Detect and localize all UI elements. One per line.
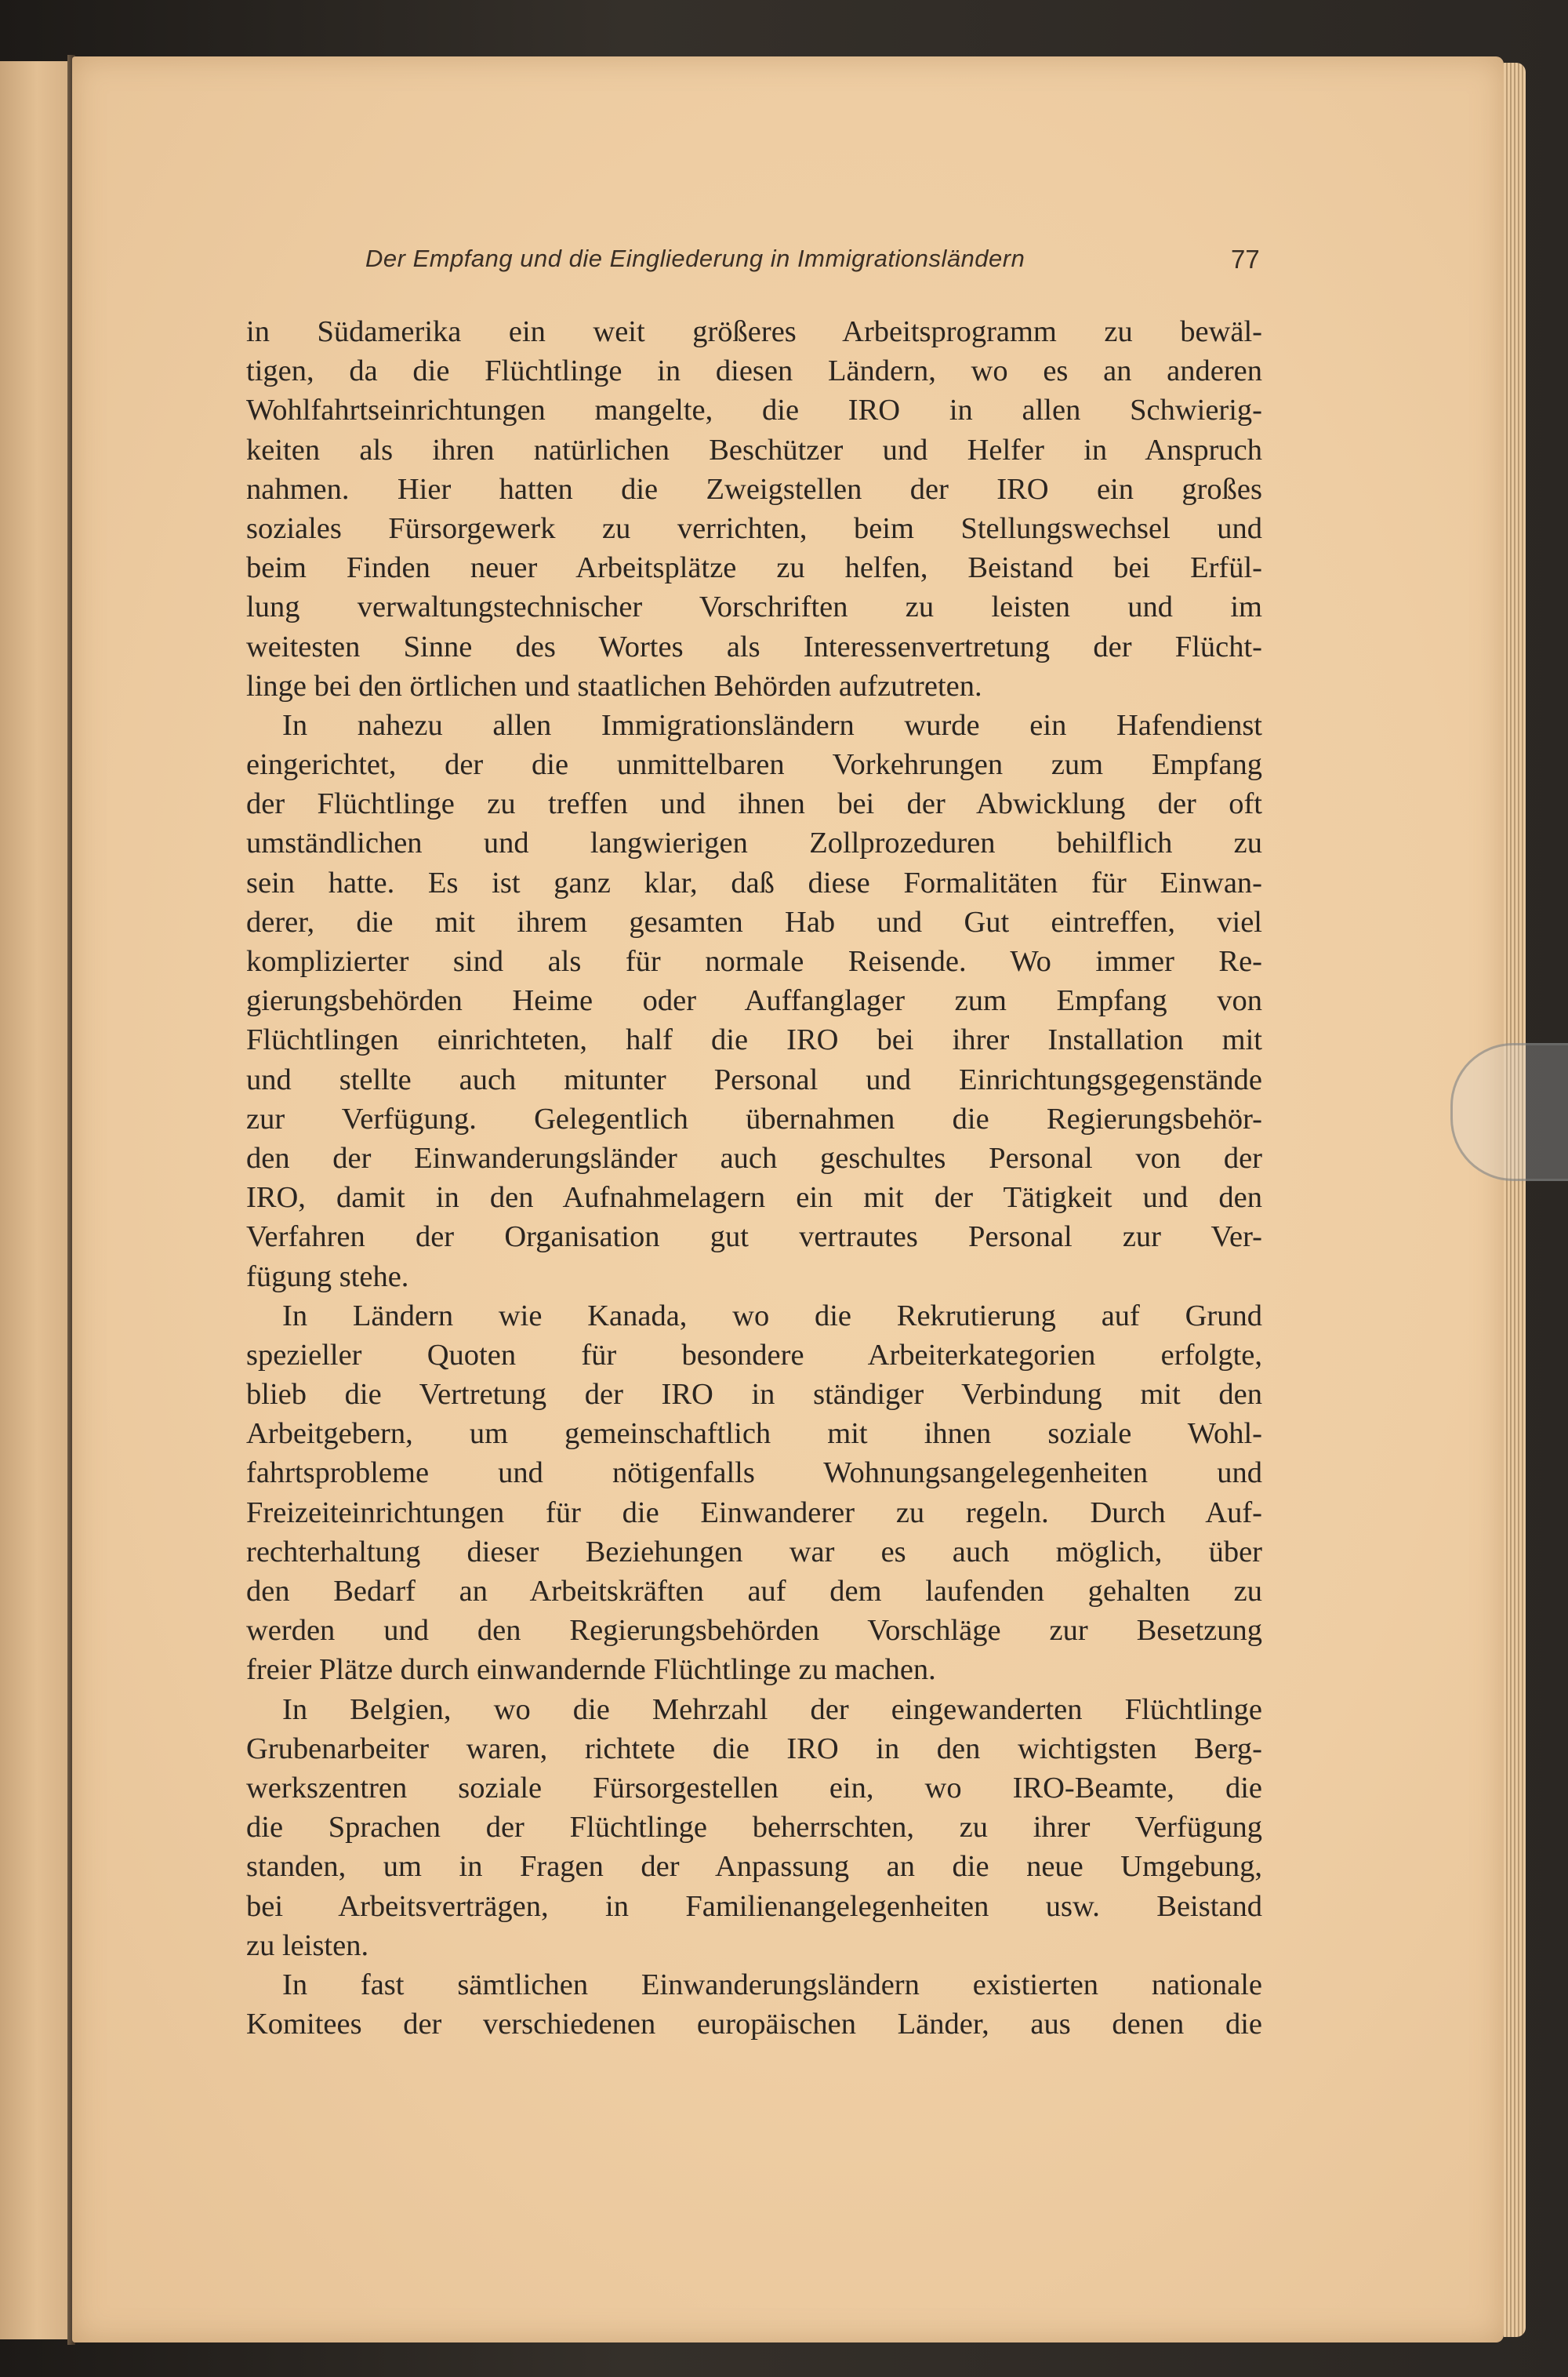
text-line: Arbeitgebern, um gemeinschaftlich mit ihnen soziale Wohl-: [246, 1417, 1262, 1451]
running-header: [249, 245, 1269, 279]
text-line: lung verwaltungstechnischer Vorschriften zu leisten und im: [246, 591, 1262, 624]
text-line: umständlichen und langwierigen Zollprozeduren behilflich zu: [246, 827, 1262, 860]
text-line: den Bedarf an Arbeitskräften auf dem laufenden gehalten zu: [246, 1575, 1262, 1608]
text-line: In nahezu allen Immigrationsländern wurde ein Hafendienst: [282, 708, 1262, 742]
page-number: 77: [1231, 245, 1260, 274]
header-title: Der Empfang und die Eingliederung in Immigrationsländern: [365, 245, 1025, 272]
text-line: komplizierter sind als für normale Reisende. Wo immer Re-: [246, 945, 1262, 978]
text-line: zur Verfügung. Gelegentlich übernahmen die Regierungsbehör-: [246, 1102, 1262, 1136]
text-line: keiten als ihren natürlichen Beschützer und Helfer in Anspruch: [246, 433, 1262, 467]
text-line: In fast sämtlichen Einwanderungsländern existierten nationale: [282, 1968, 1262, 2001]
text-line: linge bei den örtlichen und staatlichen Behörden aufzutreten.: [246, 669, 982, 703]
text-line: nahmen. Hier hatten die Zweigstellen der IRO ein großes: [246, 472, 1262, 506]
text-line: soziales Fürsorgewerk zu verrichten, beim Stellungswechsel und: [246, 511, 1262, 545]
text-line: Freizeiteinrichtungen für die Einwanderer zu regeln. Durch Auf-: [246, 1496, 1262, 1529]
previous-page-edge: [0, 61, 70, 2339]
text-line: standen, um in Fragen der Anpassung an die neue Umgebung,: [246, 1850, 1262, 1884]
text-line: sein hatte. Es ist ganz klar, daß diese Formalitäten für Einwan-: [246, 866, 1262, 900]
text-line: in Südamerika ein weit größeres Arbeitsprogramm zu bewäl-: [246, 315, 1262, 348]
text-line: freier Plätze durch einwandernde Flüchtlinge zu machen.: [246, 1653, 936, 1687]
text-line: Flüchtlingen einrichteten, half die IRO bei ihrer Installation mit: [246, 1023, 1262, 1057]
text-line: derer, die mit ihrem gesamten Hab und Gut eintreffen, viel: [246, 905, 1262, 939]
text-line: bei Arbeitsverträgen, in Familienangelegenheiten usw. Beistand: [246, 1889, 1262, 1923]
text-line: fahrtsprobleme und nötigenfalls Wohnungsangelegenheiten und: [246, 1456, 1262, 1490]
text-line: Komitees der verschiedenen europäischen Länder, aus denen die: [246, 2008, 1262, 2041]
text-line: die Sprachen der Flüchtlinge beherrschten, zu ihrer Verfügung: [246, 1811, 1262, 1845]
text-line: Grubenarbeiter waren, richtete die IRO in den wichtigsten Berg-: [246, 1732, 1262, 1765]
text-line: tigen, da die Flüchtlinge in diesen Ländern, wo es an anderen: [246, 354, 1262, 388]
text-line: Wohlfahrtseinrichtungen mangelte, die IRO in allen Schwierig-: [246, 394, 1262, 427]
text-line: zu leisten.: [246, 1928, 369, 1962]
text-line: werden und den Regierungsbehörden Vorschläge zur Besetzung: [246, 1614, 1262, 1648]
text-line: und stellte auch mitunter Personal und Einrichtungsgegenstände: [246, 1063, 1262, 1096]
text-line: blieb die Vertretung der IRO in ständiger Verbindung mit den: [246, 1378, 1262, 1412]
text-line: Verfahren der Organisation gut vertrautes Personal zur Ver-: [246, 1220, 1262, 1254]
page-clip: [1450, 1043, 1568, 1181]
text-line: der Flüchtlinge zu treffen und ihnen bei der Abwicklung der oft: [246, 787, 1262, 821]
text-line: rechterhaltung dieser Beziehungen war es auch möglich, über: [246, 1535, 1262, 1568]
text-line: In Belgien, wo die Mehrzahl der eingewanderten Flüchtlinge: [282, 1692, 1262, 1726]
page-stack-edges: [1504, 63, 1526, 2337]
text-line: In Ländern wie Kanada, wo die Rekrutierung auf Grund: [282, 1299, 1262, 1332]
text-line: werkszentren soziale Fürsorgestellen ein, wo IRO-Beamte, die: [246, 1771, 1262, 1805]
text-line: IRO, damit in den Aufnahmelagern ein mit der Tätigkeit und den: [246, 1181, 1262, 1215]
text-line: beim Finden neuer Arbeitsplätze zu helfen, Beistand bei Erfül-: [246, 551, 1262, 585]
text-line: eingerichtet, der die unmittelbaren Vorkehrungen zum Empfang: [246, 748, 1262, 782]
text-line: gierungsbehörden Heime oder Auffanglager zum Empfang von: [246, 984, 1262, 1018]
text-line: spezieller Quoten für besondere Arbeiterkategorien erfolgte,: [246, 1338, 1262, 1372]
text-line: den der Einwanderungsländer auch geschultes Personal von der: [246, 1141, 1262, 1175]
body-text: [246, 312, 1262, 2044]
text-line: weitesten Sinne des Wortes als Interessenvertretung der Flücht-: [246, 630, 1262, 663]
text-line: fügung stehe.: [246, 1259, 409, 1293]
